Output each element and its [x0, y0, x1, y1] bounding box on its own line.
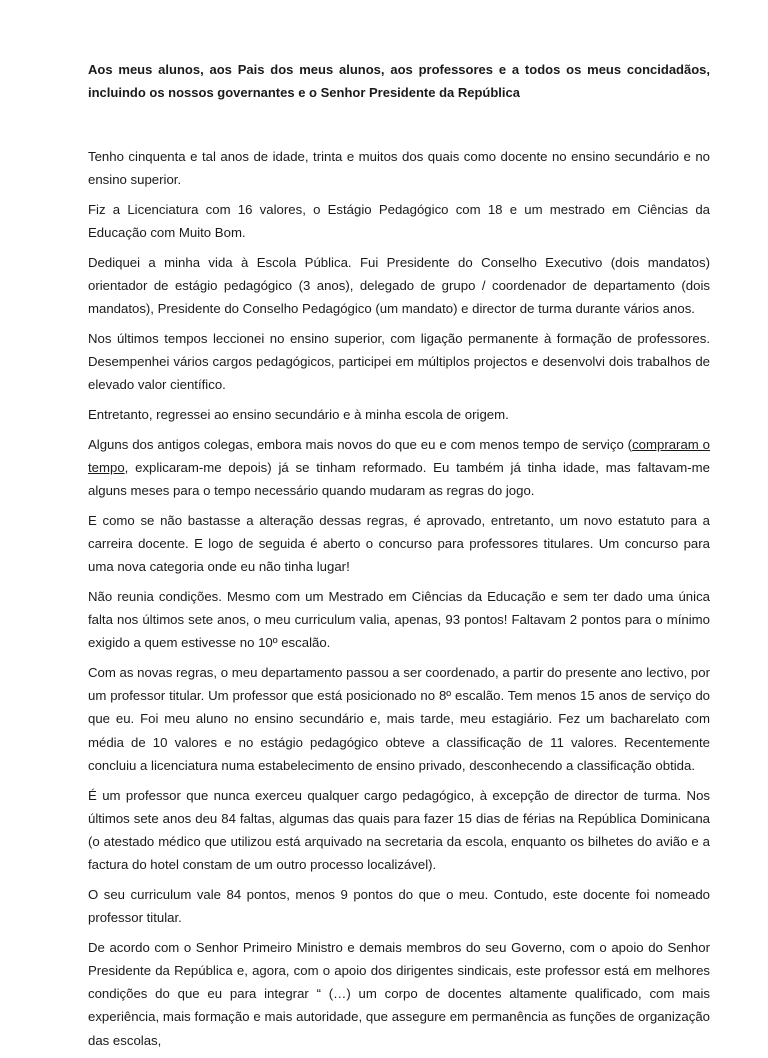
paragraph: O seu curriculum vale 84 pontos, menos 9 pontos do que o meu. Contudo, este docente foi nomeado professor titular.	[88, 886, 710, 926]
paragraph: Fiz a Licenciatura com 16 valores, o Estágio Pedagógico com 18 e um mestrado em Ciências da Educação com Muito Bom.	[88, 201, 710, 241]
paragraph-text: Alguns dos antigos colegas, embora mais novos do que eu e com menos tempo de serviço (	[88, 436, 633, 452]
letter-heading: Aos meus alunos, aos Pais dos meus alunos, aos professores e a todos os meus concidadãos, incluindo os nossos governantes e o Senhor Presidente da República	[88, 62, 710, 100]
paragraph: Com as novas regras, o meu departamento passou a ser coordenado, a partir do presente ano lectivo, por um professor titular. Um professor que está posicionado no 8º escalão. Tem menos 15 anos de serviço do que eu. Foi meu aluno no ensino secundário e, mais tarde, meu estagiário. Fez um bacharelato com média de 10 valores e no estágio pedagógico obteve a classificação de 11 valores. Recentemente concluiu a licenciatura numa estabelecimento de ensino privado, desconhecendo a classificação obtida.	[88, 665, 710, 773]
paragraph: É um professor que nunca exerceu qualquer cargo pedagógico, à excepção de director de turma. Nos últimos sete anos deu 84 faltas, algumas das quais para fazer 15 dias de férias na República Dominicana (o atestado médico que utilizou está arquivado na secretaria da escola, enquanto os bilhetes do avião e a factura do hotel constam de um outro processo localizável).	[88, 787, 710, 873]
letter-body	[88, 58, 710, 1058]
paragraph: E como se não bastasse a alteração dessas regras, é aprovado, entretanto, um novo estatuto para a carreira docente. E logo de seguida é aberto o concurso para professores titulares. Um concurso para uma nova categoria onde eu não tinha lugar!	[88, 512, 710, 575]
paragraph: Tenho cinquenta e tal anos de idade, trinta e muitos dos quais como docente no ensino secundário e no ensino superior.	[88, 149, 710, 188]
paragraph-text: , explicaram-me depois) já se tinham reformado. Eu também já tinha idade, mas faltavam-me alguns meses para o tempo necessário quando mudaram as regras do jogo.	[88, 459, 710, 499]
underlined-phrase: compraram o tempo	[88, 436, 710, 475]
paragraph: Entretanto, regressei ao ensino secundário e à minha escola de origem.	[88, 407, 509, 423]
paragraph: Nos últimos tempos leccionei no ensino superior, com ligação permanente à formação de professores. Desempenhei vários cargos pedagógicos, participei em múltiplos projectos e desenvolvi dois trabalhos de elevado valor científico.	[88, 330, 710, 393]
paragraph: Não reunia condições. Mesmo com um Mestrado em Ciências da Educação e sem ter dado uma única falta nos últimos sete anos, o meu curriculum valia, apenas, 93 pontos! Faltavam 2 pontos para o mínimo exigido a quem estivesse no 10º escalão.	[88, 588, 710, 651]
paragraph-retirement	[88, 433, 710, 503]
paragraph: De acordo com o Senhor Primeiro Ministro e demais membros do seu Governo, com o apoio do Senhor Presidente da República e, agora, com o apoio dos dirigentes sindicais, este professor está em melhores condições do que eu para integrar “ (…) um corpo de docentes altamente qualificado, com mais experiência, mais formação e mais autoridade, que assegure em permanência as funções de organização das escolas,	[88, 939, 710, 1048]
paragraph: Dediquei a minha vida à Escola Pública. Fui Presidente do Conselho Executivo (dois mandatos) orientador de estágio pedagógico (3 anos), delegado de grupo / coordenador de departamento (dois mandatos), Presidente do Conselho Pedagógico (um mandato) e director de turma durante vários anos.	[88, 254, 710, 317]
